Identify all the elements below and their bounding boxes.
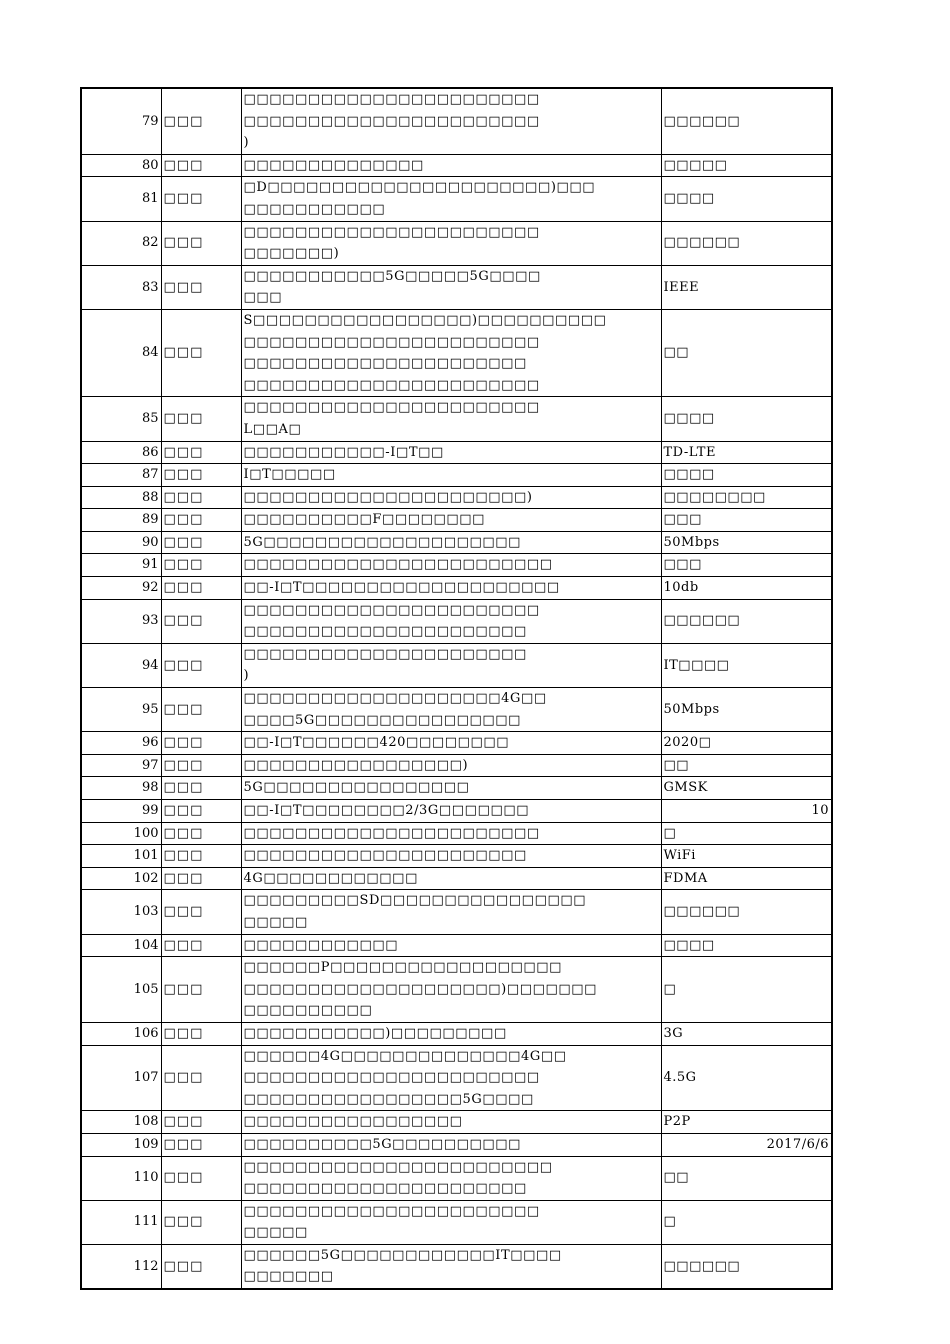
question-line: □□-I□T□□□□□□□□□□□□□□□□□□□□	[243, 580, 560, 596]
question-text	[241, 732, 661, 755]
table-row	[81, 599, 832, 643]
table-row	[81, 688, 832, 732]
row-number: 89	[81, 509, 161, 532]
question-line: □□□□□□□□□□□□□□□□□)	[243, 757, 469, 773]
question-text	[241, 867, 661, 890]
question-type: □□□	[161, 177, 241, 221]
question-type: □□□	[161, 577, 241, 600]
table-row	[81, 1156, 832, 1200]
table-row	[81, 777, 832, 800]
answer-cell: TD-LTE	[661, 441, 832, 464]
question-line: □□□□□□□□□□□□□□□□□	[243, 1114, 463, 1130]
row-number: 102	[81, 867, 161, 890]
question-text	[241, 890, 661, 934]
answer-cell: 50Mbps	[661, 531, 832, 554]
answer-cell: 10db	[661, 577, 832, 600]
table-row	[81, 957, 832, 1023]
question-line: □□□□□□□□□□□□□□□□□□□□□□□	[243, 92, 540, 107]
question-line: □□□□□□□)	[243, 246, 340, 262]
row-number: 107	[81, 1045, 161, 1111]
table-row	[81, 643, 832, 687]
question-text	[241, 1156, 661, 1200]
question-text	[241, 643, 661, 687]
row-number: 95	[81, 688, 161, 732]
question-line: □□□□□□□□□□5G□□□□□□□□□□	[243, 1136, 522, 1152]
table-row	[81, 1200, 832, 1244]
question-table-body	[81, 88, 832, 1289]
question-type: □□□	[161, 845, 241, 868]
question-type: □□□	[161, 1244, 241, 1289]
question-type: □□□	[161, 777, 241, 800]
table-row	[81, 867, 832, 890]
table-row	[81, 177, 832, 221]
question-type: □□□	[161, 599, 241, 643]
question-type: □□□	[161, 221, 241, 265]
question-text	[241, 265, 661, 309]
question-text	[241, 1045, 661, 1111]
answer-cell: □□□□□□	[661, 88, 832, 154]
question-line: 5G□□□□□□□□□□□□□□□□□□□□	[243, 534, 522, 550]
question-type: □□□	[161, 1156, 241, 1200]
question-line: )	[243, 668, 250, 684]
table-row	[81, 464, 832, 487]
answer-cell: □	[661, 1200, 832, 1244]
question-line: □□□□□□□□□□□□□□□□□□□□□□□	[243, 1070, 540, 1086]
row-number: 81	[81, 177, 161, 221]
table-row	[81, 88, 832, 154]
answer-cell: □□	[661, 1156, 832, 1200]
question-type: □□□	[161, 441, 241, 464]
answer-cell: 2020□	[661, 732, 832, 755]
question-type: □□□	[161, 688, 241, 732]
answer-cell: □□□□	[661, 397, 832, 441]
table-row	[81, 1244, 832, 1289]
question-text	[241, 509, 661, 532]
question-line: 4G□□□□□□□□□□□□	[243, 870, 418, 886]
table-row	[81, 1045, 832, 1111]
row-number: 97	[81, 754, 161, 777]
row-number: 100	[81, 822, 161, 845]
question-type: □□□	[161, 88, 241, 154]
question-line: □□-I□T□□□□□□420□□□□□□□□	[243, 735, 510, 751]
row-number: 106	[81, 1022, 161, 1045]
row-number: 93	[81, 599, 161, 643]
question-line: )	[243, 135, 250, 151]
question-table	[80, 87, 833, 1290]
question-type: □□□	[161, 509, 241, 532]
question-type: □□□	[161, 1133, 241, 1156]
row-number: 87	[81, 464, 161, 487]
row-number: 108	[81, 1111, 161, 1134]
answer-cell: □□□□□□□□	[661, 486, 832, 509]
question-line: □□□□□□□□□□□□□□□□□□□□)□□□□□□□	[243, 981, 598, 997]
question-line: □□□□□□P□□□□□□□□□□□□□□□□□□	[243, 960, 563, 976]
table-row	[81, 154, 832, 177]
answer-cell: WiFi	[661, 845, 832, 868]
table-row	[81, 934, 832, 957]
row-number: 99	[81, 800, 161, 823]
answer-cell: □□	[661, 754, 832, 777]
row-number: 85	[81, 397, 161, 441]
question-line: □□□□□□□□□□□□□□□□□□□□□□□	[243, 224, 540, 240]
answer-cell: □□□□□	[661, 154, 832, 177]
row-number: 84	[81, 309, 161, 396]
question-text	[241, 1111, 661, 1134]
row-number: 88	[81, 486, 161, 509]
question-line: □□□□□□□□□□□□□□□□□□□□□□	[243, 356, 527, 372]
question-type: □□□	[161, 957, 241, 1023]
question-line: 5G□□□□□□□□□□□□□□□□	[243, 780, 470, 796]
question-text	[241, 822, 661, 845]
question-type: □□□	[161, 754, 241, 777]
question-text	[241, 486, 661, 509]
question-line: □□□□□	[243, 1225, 308, 1241]
question-line: □□□□□□□□□□□5G□□□□□5G□□□□	[243, 268, 541, 284]
question-text	[241, 154, 661, 177]
question-type: □□□	[161, 867, 241, 890]
table-row	[81, 221, 832, 265]
question-text	[241, 1200, 661, 1244]
row-number: 109	[81, 1133, 161, 1156]
question-text	[241, 177, 661, 221]
question-text	[241, 800, 661, 823]
answer-cell: FDMA	[661, 867, 832, 890]
question-line: □□□□□□□□□□□□□□□□□□□□□□□	[243, 113, 540, 129]
question-line: □□□□□□□□□□□-I□T□□	[243, 444, 444, 460]
question-text	[241, 441, 661, 464]
answer-cell: □□□□□□	[661, 890, 832, 934]
row-number: 91	[81, 554, 161, 577]
row-number: 94	[81, 643, 161, 687]
answer-cell: P2P	[661, 1111, 832, 1134]
table-row	[81, 890, 832, 934]
question-line: □□□□□□□□□□	[243, 1003, 373, 1019]
question-line: L□□A□	[243, 421, 302, 437]
question-type: □□□	[161, 486, 241, 509]
question-line: □□□□□□□	[243, 1269, 334, 1285]
question-text	[241, 309, 661, 396]
row-number: 112	[81, 1244, 161, 1289]
table-row	[81, 800, 832, 823]
question-line: □□□□□□□□□□□□□□□□□□□□□□	[243, 1181, 527, 1197]
table-row	[81, 1111, 832, 1134]
question-type: □□□	[161, 934, 241, 957]
question-line: □□□□□□□□□□□□□□□□□5G□□□□	[243, 1091, 534, 1107]
question-type: □□□	[161, 397, 241, 441]
question-line: □□□□□□□□□□□	[243, 201, 386, 217]
answer-cell: IT□□□□	[661, 643, 832, 687]
question-line: I□T□□□□□	[243, 467, 336, 483]
question-type: □□□	[161, 1045, 241, 1111]
question-text	[241, 577, 661, 600]
question-line: □□□□□□□□□□□□□□□□□□□□□□	[243, 848, 527, 864]
question-line: □□□□□□□□□□□□□□□□□□□□□□□	[243, 602, 540, 618]
question-line: □□□□□□□□□□□□□□□□□□□□□□□	[243, 825, 540, 841]
question-type: □□□	[161, 265, 241, 309]
answer-cell: 4.5G	[661, 1045, 832, 1111]
row-number: 111	[81, 1200, 161, 1244]
table-row	[81, 441, 832, 464]
table-row	[81, 822, 832, 845]
table-row	[81, 1022, 832, 1045]
question-line: □□□□□□□□□□□□□□□□□□□□□□□□	[243, 557, 553, 573]
question-line: □D□□□□□□□□□□□□□□□□□□□□□□)□□□	[243, 180, 596, 196]
question-line: S□□□□□□□□□□□□□□□□□)□□□□□□□□□□	[243, 312, 607, 328]
table-row	[81, 577, 832, 600]
answer-cell: 10	[661, 800, 832, 823]
table-row	[81, 554, 832, 577]
question-text	[241, 1133, 661, 1156]
answer-cell: IEEE	[661, 265, 832, 309]
row-number: 103	[81, 890, 161, 934]
question-text	[241, 688, 661, 732]
question-line: □□□□□□□□□□□□□□□□□□□□□□□	[243, 377, 540, 393]
row-number: 105	[81, 957, 161, 1023]
answer-cell: □□□□□□	[661, 221, 832, 265]
question-type: □□□	[161, 822, 241, 845]
answer-cell: □□□□	[661, 934, 832, 957]
row-number: 92	[81, 577, 161, 600]
question-text	[241, 934, 661, 957]
question-line: □□□□□□5G□□□□□□□□□□□□IT□□□□	[243, 1247, 562, 1263]
answer-cell: GMSK	[661, 777, 832, 800]
answer-cell: 50Mbps	[661, 688, 832, 732]
question-text	[241, 845, 661, 868]
question-type: □□□	[161, 643, 241, 687]
row-number: 86	[81, 441, 161, 464]
table-row	[81, 531, 832, 554]
question-text	[241, 554, 661, 577]
row-number: 80	[81, 154, 161, 177]
question-line: □□□□□	[243, 914, 308, 930]
question-line: □□□□□□4G□□□□□□□□□□□□□□4G□□	[243, 1048, 567, 1064]
question-line: □□□□□□□□□SD□□□□□□□□□□□□□□□□	[243, 893, 587, 909]
row-number: 82	[81, 221, 161, 265]
question-type: □□□	[161, 890, 241, 934]
question-text	[241, 599, 661, 643]
table-row	[81, 509, 832, 532]
question-text	[241, 88, 661, 154]
question-type: □□□	[161, 732, 241, 755]
question-type: □□□	[161, 309, 241, 396]
question-line: □□□□□□□□□□□□□□□□□□□□□□□	[243, 400, 540, 416]
question-text	[241, 221, 661, 265]
row-number: 96	[81, 732, 161, 755]
question-text	[241, 1022, 661, 1045]
answer-cell: 2017/6/6	[661, 1133, 832, 1156]
question-type: □□□	[161, 531, 241, 554]
question-line: □□□□□□□□□□□□□□□□□□□□□□□	[243, 334, 540, 350]
question-line: □□□□□□□□□□□□□□□□□□□□□□□□	[243, 1159, 553, 1175]
answer-cell: □□□□	[661, 177, 832, 221]
row-number: 90	[81, 531, 161, 554]
answer-cell: □□□□□□	[661, 599, 832, 643]
row-number: 83	[81, 265, 161, 309]
row-number: 101	[81, 845, 161, 868]
table-row	[81, 486, 832, 509]
question-text	[241, 754, 661, 777]
table-row	[81, 397, 832, 441]
row-number: 98	[81, 777, 161, 800]
question-text	[241, 397, 661, 441]
question-line: □□□□□□□□□□□□□□□□□□□□4G□□	[243, 691, 547, 707]
table-row	[81, 265, 832, 309]
question-line: □□□□□□□□□□□)□□□□□□□□□	[243, 1025, 507, 1041]
table-row	[81, 845, 832, 868]
table-row	[81, 1133, 832, 1156]
row-number: 110	[81, 1156, 161, 1200]
question-line: □□□□□□□□□□F□□□□□□□□	[243, 512, 486, 528]
answer-cell: □□	[661, 309, 832, 396]
question-line: □□□□□□□□□□□□□□□□□□□□□□	[243, 624, 527, 640]
question-type: □□□	[161, 154, 241, 177]
answer-cell: □□□	[661, 554, 832, 577]
question-line: □□□□□□□□□□□□	[243, 937, 399, 953]
question-line: □□□□□□□□□□□□□□□□□□□□□□)	[243, 489, 533, 505]
question-type: □□□	[161, 1111, 241, 1134]
question-type: □□□	[161, 464, 241, 487]
question-line: □□□□□□□□□□□□□□□□□□□□□□	[243, 646, 527, 662]
question-type: □□□	[161, 1022, 241, 1045]
question-type: □□□	[161, 554, 241, 577]
question-line: □□□□□□□□□□□□□□	[243, 157, 424, 173]
question-type: □□□	[161, 1200, 241, 1244]
answer-cell: □	[661, 957, 832, 1023]
question-type: □□□	[161, 800, 241, 823]
question-line: □□□	[243, 290, 283, 306]
answer-cell: □□□	[661, 509, 832, 532]
answer-cell: □□□□□□	[661, 1244, 832, 1289]
question-line: □□□□□□□□□□□□□□□□□□□□□□□	[243, 1203, 540, 1219]
question-text	[241, 1244, 661, 1289]
table-row	[81, 309, 832, 396]
row-number: 104	[81, 934, 161, 957]
question-line: □□□□5G□□□□□□□□□□□□□□□□	[243, 712, 522, 728]
question-text	[241, 957, 661, 1023]
answer-cell: 3G	[661, 1022, 832, 1045]
question-text	[241, 464, 661, 487]
table-row	[81, 754, 832, 777]
question-text	[241, 531, 661, 554]
answer-cell: □□□□	[661, 464, 832, 487]
answer-cell: □	[661, 822, 832, 845]
question-text	[241, 777, 661, 800]
row-number: 79	[81, 88, 161, 154]
question-line: □□-I□T□□□□□□□□2/3G□□□□□□□	[243, 803, 530, 818]
table-row	[81, 732, 832, 755]
